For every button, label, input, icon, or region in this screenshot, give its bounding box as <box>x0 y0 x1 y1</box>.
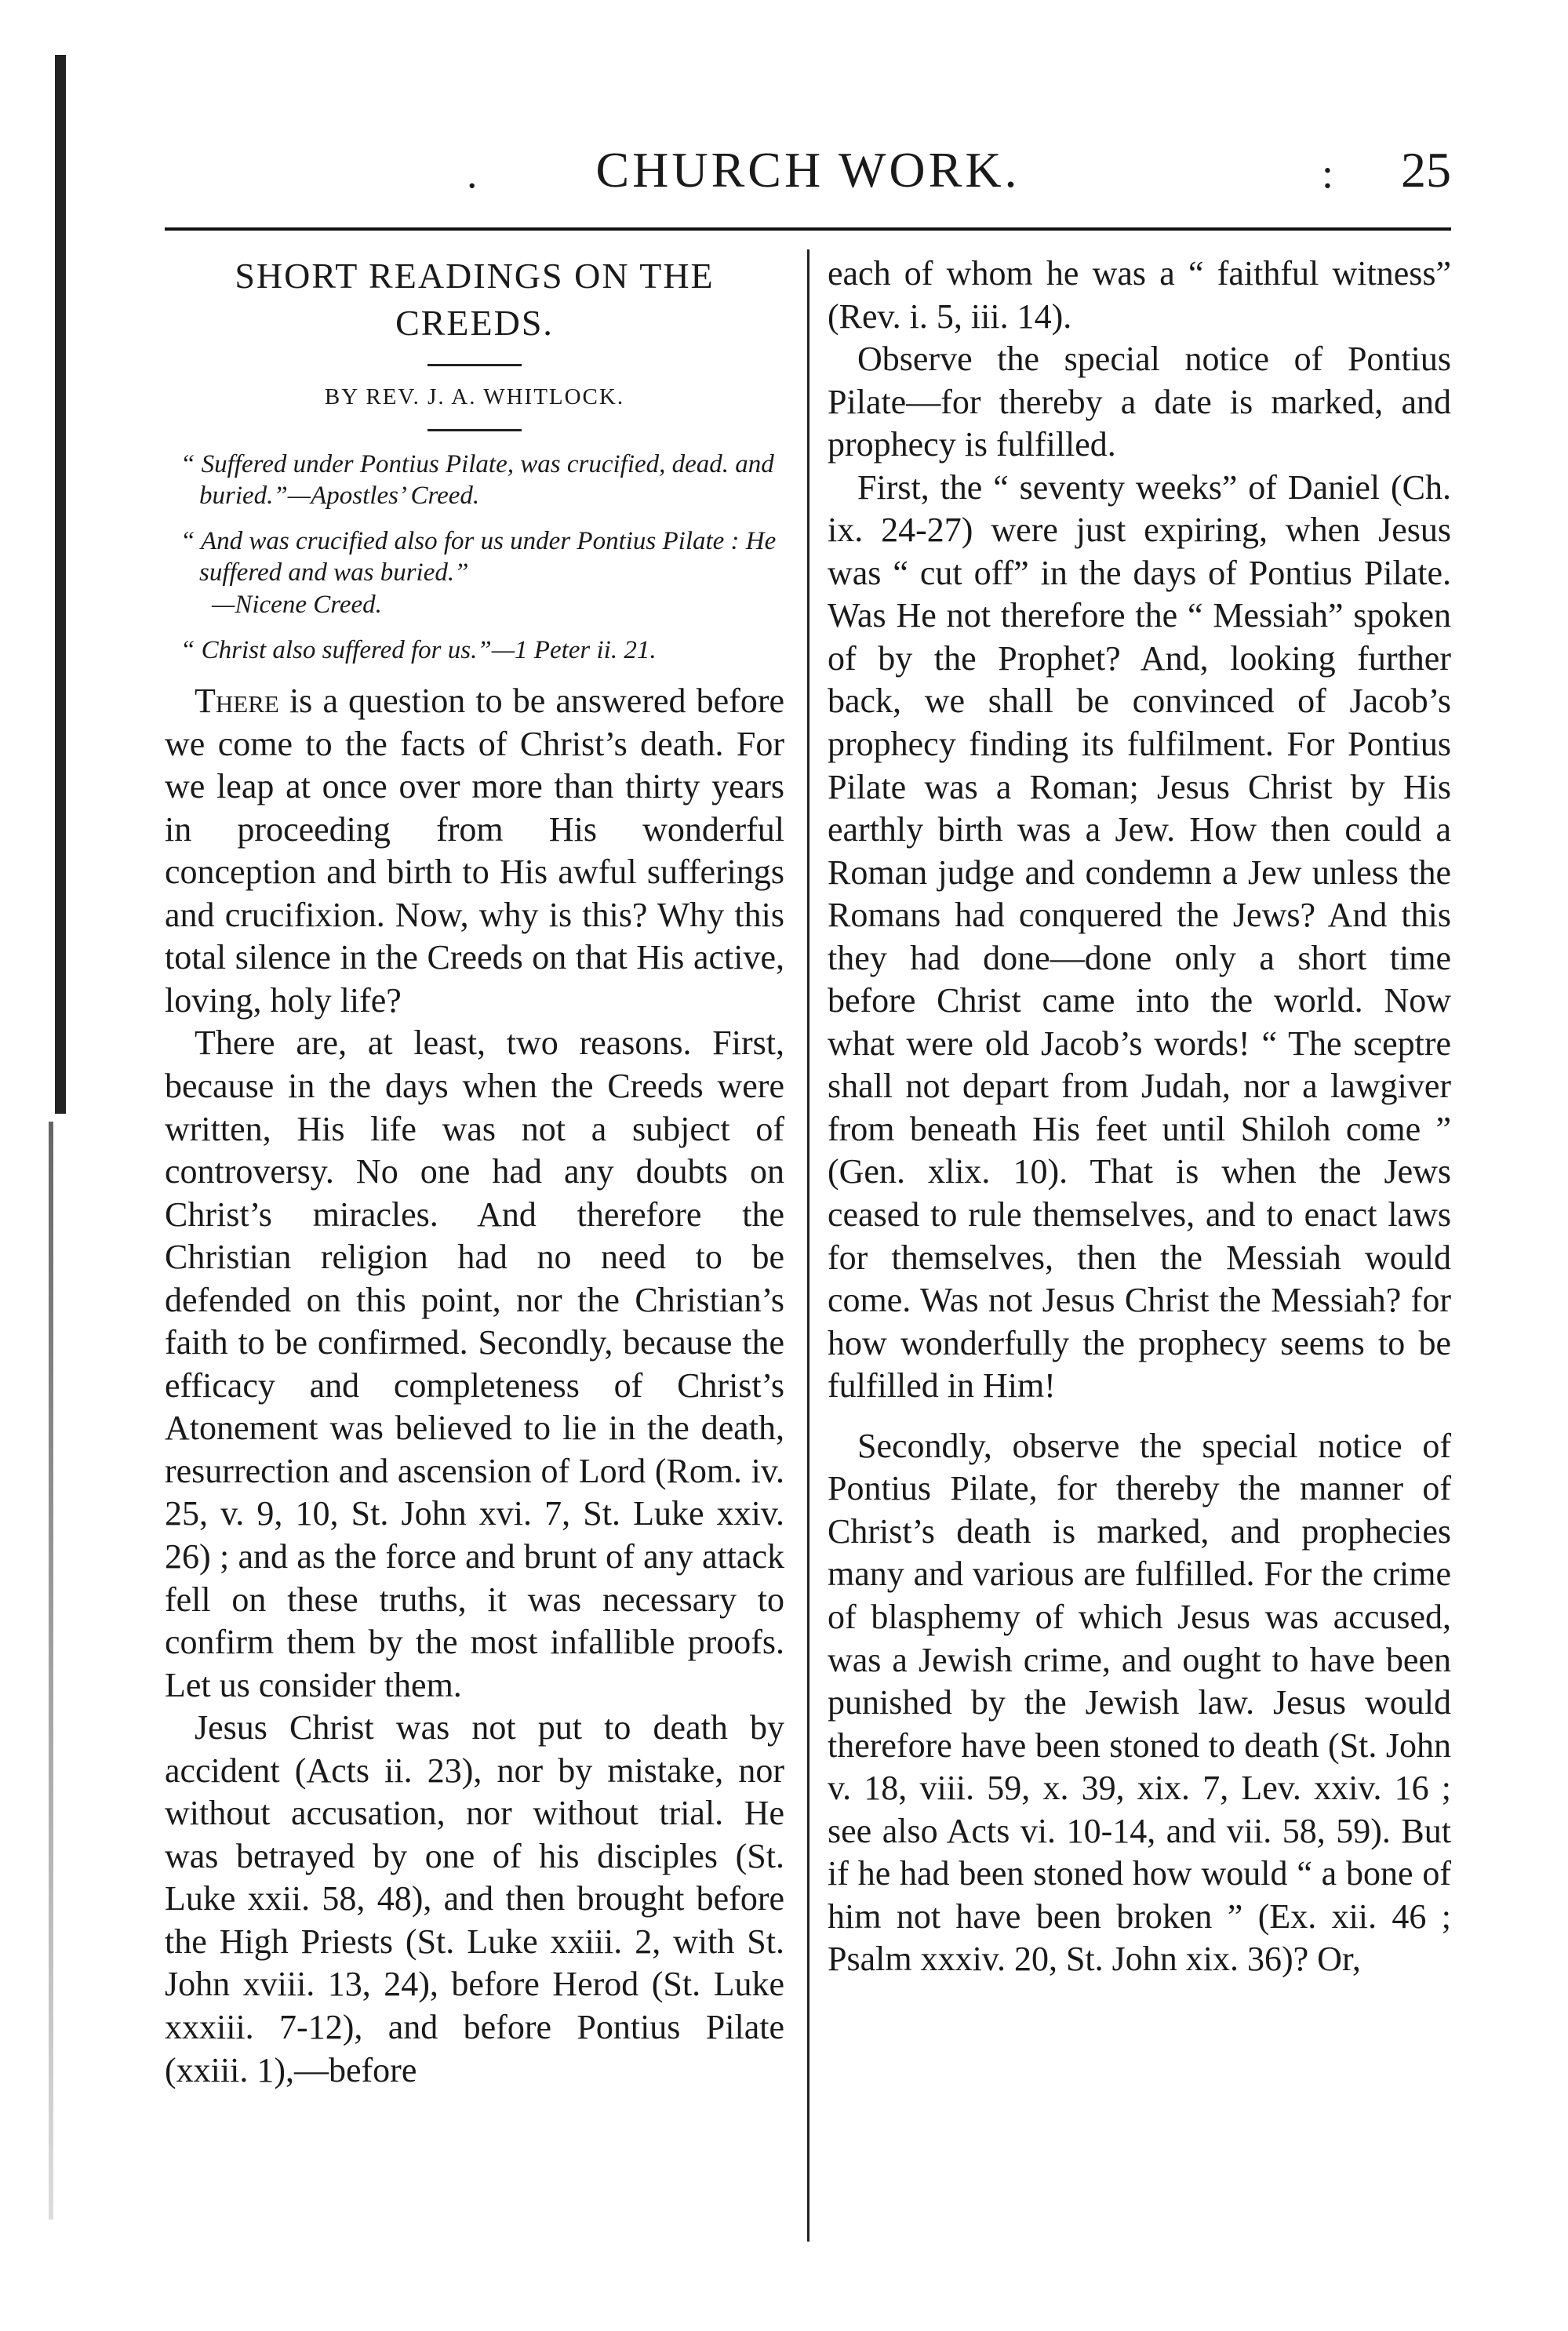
right-column <box>828 253 1451 1981</box>
byline-rule <box>427 429 522 431</box>
binding-edge-shadow <box>49 1122 53 2220</box>
header-colon: : <box>1321 150 1333 197</box>
binding-edge-mark <box>55 55 66 1114</box>
paragraph: Observe the special notice of Pontius Pilate—for thereby a date is marked, and prophecy is fulfilled. <box>828 340 1451 464</box>
epigraph-apostles-creed: “ Suffered under Pontius Pilate, was crucified, dead. and buried.”—Apostles’ Creed. <box>180 449 774 510</box>
paragraph-text: is a question to be answered before we come to the facts of Christ’s death. For we leap at once over more than thirty years in proceeding from His wonderful conception and birth to His awful sufferings and crucifixion. Now, why is this? Why this total silence in the Creeds on that His active, loving, holy life? <box>165 682 784 1020</box>
header-title: CHURCH WORK. <box>595 142 1020 198</box>
running-head <box>165 133 1451 220</box>
paragraph: There are, at least, two reasons. First, because in the days when the Creeds were written, His life was not a subject of controversy. No one had any doubts on Christ’s miracles. And therefore the Christian religion had no need to be defended on this point, nor the Christian’s faith to be confirmed. Secondly, because the efficacy and completeness of Christ’s Atonement was believed to lie in the death, resurrection and ascension of Lord (Rom. iv. 25, v. 9, 10, St. John xvi. 7, St. Luke xxiv. 26) ; and as the force and brunt of any attack fell on these truths, it was necessary to confirm them by the most infallible proofs. Let us consider them. <box>165 1024 784 1704</box>
article-title: SHORT READINGS ON THE CREEDS. <box>235 256 715 343</box>
paragraph: Jesus Christ was not put to death by accident (Acts ii. 23), nor by mistake, nor without accusation, nor without trial. He was betrayed by one of his disciples (St. Luke xxii. 58, 48), and then brought before the High Priests (St. Luke xxiii. 2, with St. John xviii. 13, 24), before Herod (St. Luke xxxiii. 7-12), and before Pontius Pilate (xxiii. 1),—before <box>165 1708 784 2089</box>
epigraph-source: —Nicene Creed. <box>212 590 382 619</box>
page-number: 25 <box>1401 142 1451 198</box>
epigraph-peter: “ Christ also suffered for us.”—1 Peter ii. 21. <box>180 635 657 664</box>
byline: BY REV. J. A. WHITLOCK. <box>324 384 625 409</box>
paragraph: First, the “ seventy weeks” of Daniel (Ch. ix. 24-27) were just expiring, when Jesus was “ cut off” in the days of Pontius Pilate. Was He not therefore the “ Messiah” spoken of by the Prophet? And, looking further back, we shall be convinced of Jacob’s prophecy finding its fulfilment. For Pontius Pilate was a Roman; Jesus Christ by His earthly birth was a Jew. How then could a Roman judge and condemn a Jew unless the Romans had conquered the Jews? And this they had done—done only a short time before Christ came into the world. Now what were old Jacob’s words! “ The sceptre shall not depart from Judah, nor a lawgiver from beneath His feet until Shiloh come ” (Gen. xlix. 10). That is when the Jews ceased to rule themselves, and to enact laws for themselves, then the Messiah would come. Was not Jesus Christ the Messiah? for how wonderfully the prophecy seems to be fulfilled in Him! <box>828 467 1451 1406</box>
epigraph-nicene-creed <box>165 525 784 620</box>
header-rule <box>165 227 1451 231</box>
column-divider <box>807 249 809 2242</box>
left-column <box>165 253 784 2092</box>
epigraph-text: “ And was crucified also for us under Pontius Pilate : He suffered and was buried.” <box>180 527 777 587</box>
paragraph <box>165 680 784 1022</box>
header-dot: . <box>467 150 478 197</box>
opening-word: There <box>195 682 279 721</box>
paragraph: each of whom he was a “ faithful witness” (Rev. i. 5, iii. 14). <box>828 254 1451 336</box>
paragraph: Secondly, observe the special notice of Pontius Pilate, for thereby the manner of Christ’s death is marked, and prophecies many and various are fulfilled. For the crime of blasphemy of which Jesus was accused, was a Jewish crime, and ought to have been punished by the Jewish law. Jesus would therefore have been stoned to death (St. John v. 18, viii. 59, x. 39, xix. 7, Lev. xxiv. 16 ; see also Acts vi. 10-14, and vii. 58, 59). But if he had been stoned how would “ a bone of him not have been broken ” (Ex. xii. 46 ; Psalm xxxiv. 20, St. John xix. 36)? Or, <box>828 1426 1451 1979</box>
title-rule <box>427 364 522 366</box>
